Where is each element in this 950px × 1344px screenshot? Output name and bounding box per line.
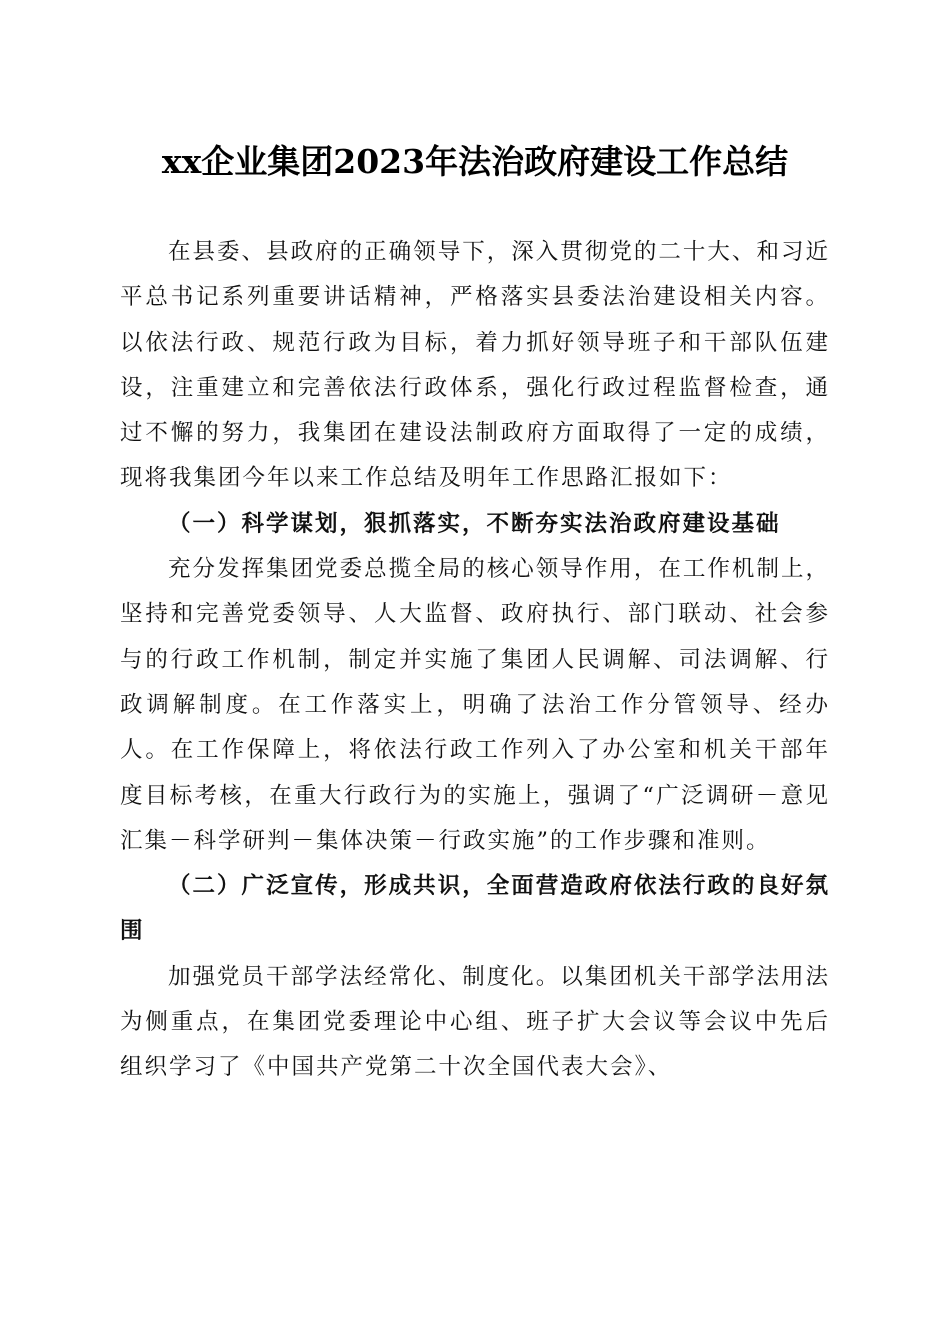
section-heading-1: （一）科学谋划，狠抓落实，不断夯实法治政府建设基础: [168, 510, 781, 537]
intro-paragraph: 在县委、县政府的正确领导下，深入贯彻党的二十大、和习近平总书记系列重要讲话精神，严格落实县委法治建设相关内容。以依法行政、规范行政为目标，着力抓好领导班子和干部队伍建设，注重建立和完善依法行政体系，强化行政过程监督检查，通过不懈的努力，我集团在建设法制政府方面取得了一定的成绩，现将我集团今年以来工作总结及明年工作思路汇报如下：: [120, 239, 830, 492]
section-heading-2: （二）广泛宣传，形成共识，全面营造政府依法行政的良好氛围: [120, 873, 830, 945]
document-title: xx企业集团2023年法治政府建设工作总结: [161, 142, 789, 181]
section-2-paragraph: 加强党员干部学法经常化、制度化。以集团机关干部学法用法为侧重点，在集团党委理论中心组、班子扩大会议等会议中先后组织学习了《中国共产党第二十次全国代表大会》、: [120, 963, 830, 1081]
section-1-paragraph: 充分发挥集团党委总揽全局的核心领导作用，在工作机制上，坚持和完善党委领导、人大监督、政府执行、部门联动、社会参与的行政工作机制，制定并实施了集团人民调解、司法调解、行政调解制度。在工作落实上，明确了法治工作分管领导、经办人。在工作保障上，将依法行政工作列入了办公室和机关干部年度目标考核，在重大行政行为的实施上，强调了“广泛调研－意见汇集－科学研判－集体决策－行政实施”的工作步骤和准则。: [120, 556, 830, 854]
document-body: [120, 230, 830, 1091]
